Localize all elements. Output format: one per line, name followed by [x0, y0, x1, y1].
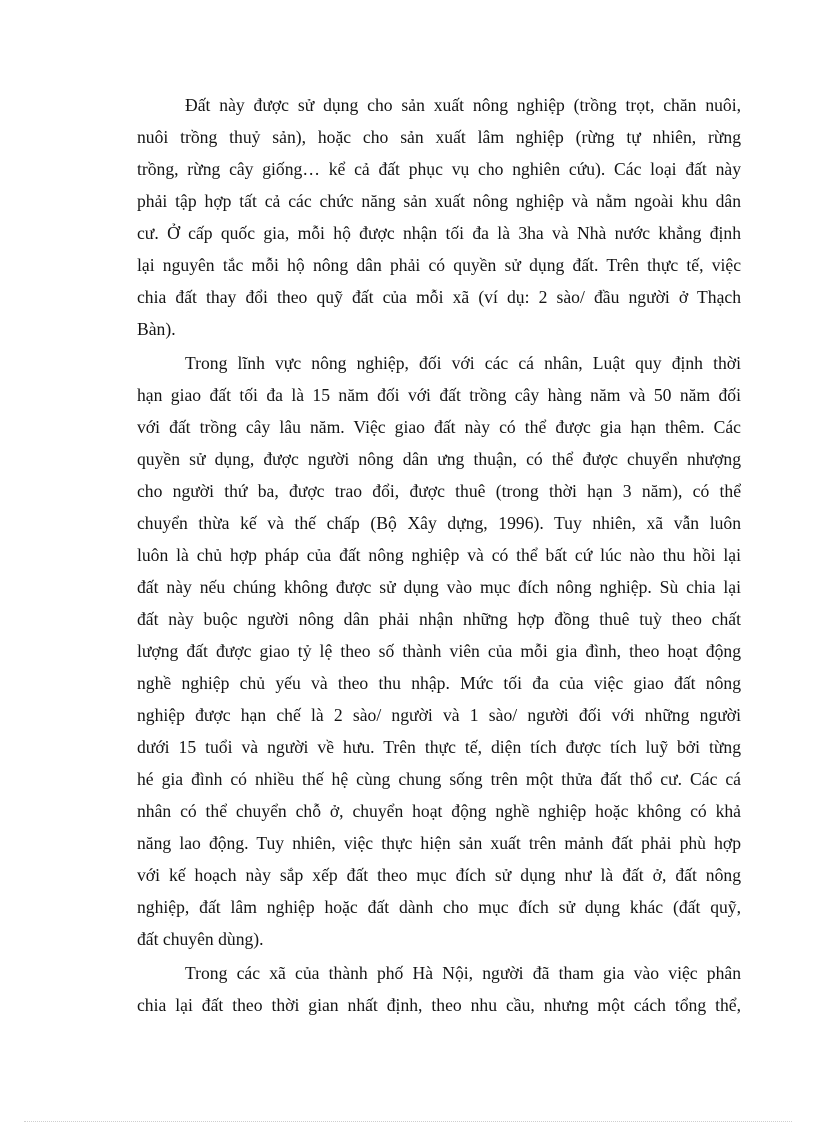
- paragraph-2-line-6: chuyển thừa kế và thế chấp (Bộ Xây dựng, 1996). Tuy nhiên, xã vẫn luôn: [137, 513, 741, 533]
- paragraph-2-line-17: với kế hoạch này sắp xếp đất theo mục đích sử dụng như là đất ở, đất nông: [137, 865, 741, 885]
- paragraph-1-line-2: nuôi trồng thuỷ sản), hoặc cho sản xuất lâm nghiệp (rừng tự nhiên, rừng: [137, 127, 741, 147]
- paragraph-2-line-1: Trong lĩnh vực nông nghiệp, đối với các cá nhân, Luật quy định thời: [185, 353, 741, 373]
- paragraph-2-line-14: hé gia đình có nhiều thế hệ cùng chung sống trên một thửa đất thổ cư. Các cá: [137, 769, 741, 789]
- paragraph-2-line-4: quyền sử dụng, được người nông dân ưng thuận, có thể được chuyển nhượng: [137, 449, 741, 469]
- paragraph-2-line-9: đất này buộc người nông dân phải nhận những hợp đồng thuê tuỳ theo chất: [137, 609, 741, 629]
- paragraph-2-line-3: với đất trồng cây lâu năm. Việc giao đất này có thể được gia hạn thêm. Các: [137, 417, 741, 437]
- paragraph-2-line-12: nghiệp được hạn chế là 2 sào/ người và 1 sào/ người đối với những người: [137, 705, 741, 725]
- paragraph-2-line-8: đất này nếu chúng không được sử dụng vào mục đích nông nghiệp. Sù chia lại: [137, 577, 741, 597]
- paragraph-1-line-8: Bàn).: [137, 319, 176, 339]
- paragraph-2-line-16: năng lao động. Tuy nhiên, việc thực hiện sản xuất trên mảnh đất phải phù hợp: [137, 833, 741, 853]
- paragraph-2-line-5: cho người thứ ba, được trao đổi, được thuê (trong thời hạn 3 năm), có thể: [137, 481, 741, 501]
- paragraph-1-line-4: phải tập hợp tất cả các chức năng sản xuất nông nghiệp và nằm ngoài khu dân: [137, 191, 741, 211]
- paragraph-2-line-10: lượng đất được giao tỷ lệ theo số thành viên của mỗi gia đình, theo hoạt động: [137, 641, 741, 661]
- paragraph-3-line-2: chia lại đất theo thời gian nhất định, theo nhu cầu, nhưng một cách tổng thể,: [137, 995, 741, 1015]
- paragraph-3-line-1: Trong các xã của thành phố Hà Nội, người đã tham gia vào việc phân: [185, 963, 741, 983]
- paragraph-2-line-2: hạn giao đất tối đa là 15 năm đối với đất trồng cây hàng năm và 50 năm đối: [137, 385, 741, 405]
- paragraph-2-line-13: dưới 15 tuổi và người về hưu. Trên thực tế, diện tích được tích luỹ bởi từng: [137, 737, 741, 757]
- page-bottom-divider: [24, 1121, 792, 1122]
- paragraph-1-line-5: cư. Ở cấp quốc gia, mỗi hộ được nhận tối đa là 3ha và Nhà nước khẳng định: [137, 223, 741, 243]
- paragraph-1-line-3: trồng, rừng cây giống… kể cả đất phục vụ cho nghiên cứu). Các loại đất này: [137, 159, 741, 179]
- paragraph-2-line-18: nghiệp, đất lâm nghiệp hoặc đất dành cho mục đích sử dụng khác (đất quỹ,: [137, 897, 741, 917]
- paragraph-2-line-11: nghề nghiệp chủ yếu và theo thu nhập. Mức tối đa của việc giao đất nông: [137, 673, 741, 693]
- paragraph-1-line-6: lại nguyên tắc mỗi hộ nông dân phải có quyền sử dụng đất. Trên thực tế, việc: [137, 255, 741, 275]
- paragraph-1-line-7: chia đất thay đổi theo quỹ đất của mỗi xã (ví dụ: 2 sào/ đầu người ở Thạch: [137, 287, 741, 307]
- paragraph-2-line-15: nhân có thể chuyển chỗ ở, chuyển hoạt động nghề nghiệp hoặc không có khả: [137, 801, 741, 821]
- paragraph-1-line-1: Đất này được sử dụng cho sản xuất nông nghiệp (trồng trọt, chăn nuôi,: [185, 95, 741, 115]
- paragraph-2-line-7: luôn là chủ hợp pháp của đất nông nghiệp và có thể bất cứ lúc nào thu hồi lại: [137, 545, 741, 565]
- paragraph-2-line-19: đất chuyên dùng).: [137, 929, 264, 949]
